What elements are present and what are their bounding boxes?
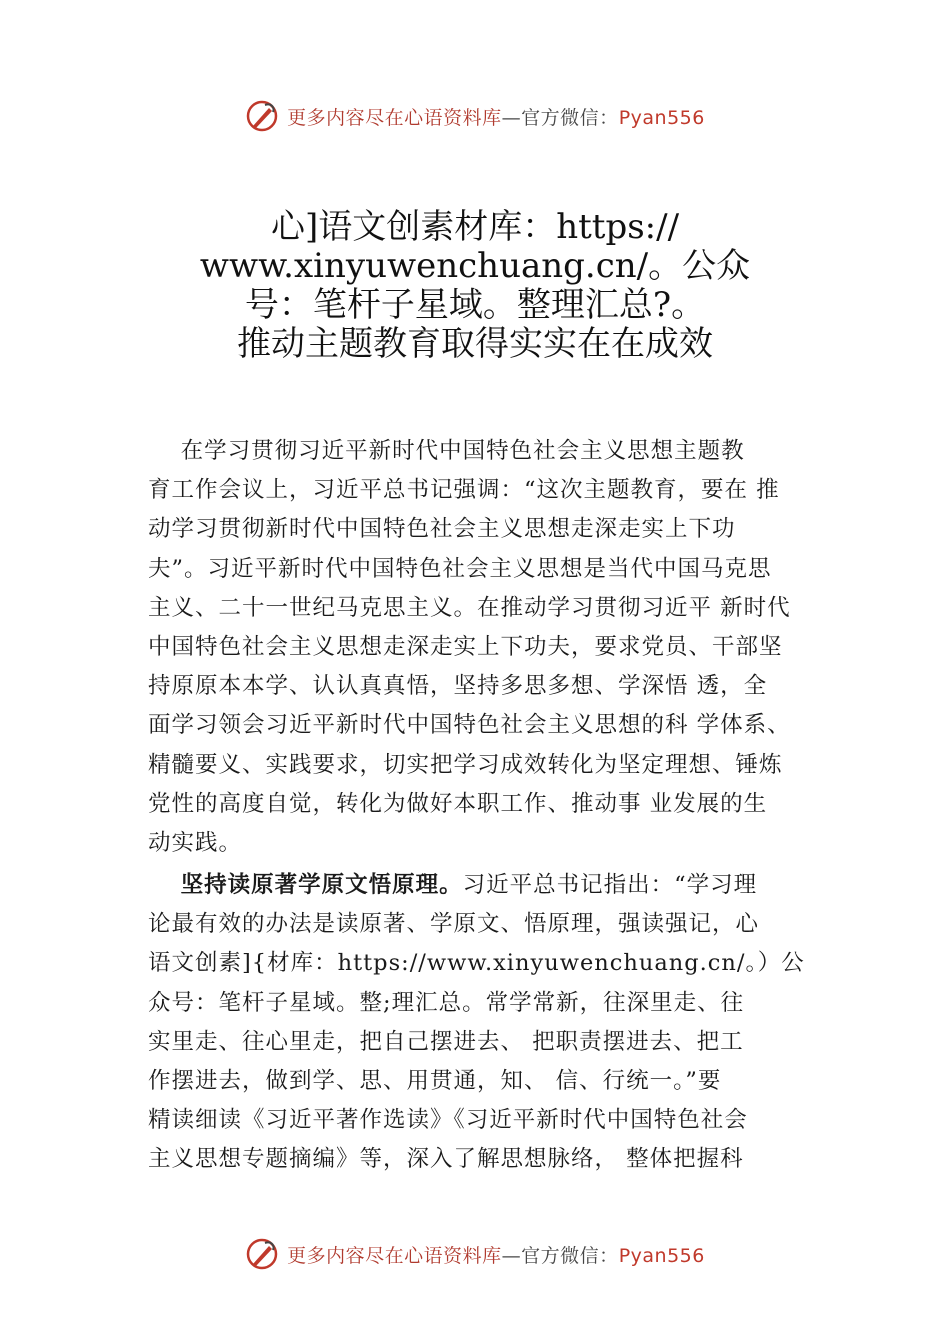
quill-logo-icon bbox=[245, 1237, 279, 1271]
text-line: 在学习贯彻习近平新时代中国特色社会主义思想主题教 bbox=[148, 438, 745, 464]
text-line: 动学习贯彻新时代中国特色社会主义思想走深走实上下功 bbox=[148, 516, 736, 543]
text-line: 持原原本本学、认认真真悟，坚持多思多想、学深悟 透，全 bbox=[148, 673, 768, 700]
text-line: 面学习领会习近平新时代中国特色社会主义思想的科 学体系、 bbox=[148, 712, 791, 739]
text-line: 中国特色社会主义思想走深走实上下功夫，要求党员、干部坚 bbox=[148, 634, 783, 661]
text-line: 育工作会议上，习近平总书记强调：“这次主题教育，要在 推 bbox=[148, 477, 780, 504]
title-line: www.xinyuwenchuang.cn/。公众 bbox=[199, 246, 751, 286]
text-line: 精读细读《习近平著作选读》《习近平新时代中国特色社会 bbox=[148, 1107, 748, 1134]
banner-text: 更多内容尽在心语资料库—官方微信：Pyan556 bbox=[287, 106, 705, 129]
header-banner bbox=[0, 96, 950, 136]
text-line: 动实践。 bbox=[148, 830, 243, 857]
title-line: 心]语文创素材库：https:// bbox=[270, 207, 680, 247]
text-line: 主义、二十一世纪马克思主义。在推动学习贯彻习近平 新时代 bbox=[148, 594, 791, 621]
text-line: 党性的高度自觉，转化为做好本职工作、推动事 业发展的生 bbox=[148, 790, 768, 817]
text-line: 精髓要义、实践要求，切实把学习成效转化为坚定理想、锤炼 bbox=[148, 751, 783, 778]
text-line: 实里走、往心里走，把自己摆进去、 把职责摆进去、把工 bbox=[148, 1028, 744, 1055]
text-line bbox=[148, 866, 838, 905]
text-line: 主义思想专题摘编》等，深入了解思想脉络， 整体把握科 bbox=[148, 1146, 744, 1173]
bold-lead: 坚持读原著学原文悟原理。 bbox=[180, 872, 463, 898]
document-title bbox=[150, 208, 800, 364]
quill-logo-icon bbox=[245, 99, 279, 133]
first-line-rest: 习近平总书记指出：“学习理 bbox=[462, 872, 758, 898]
footer-banner bbox=[0, 1234, 950, 1274]
text-line: 作摆进去，做到学、思、用贯通，知、 信、行统一。”要 bbox=[148, 1068, 722, 1095]
text-line: 论最有效的办法是读原著、学原文、悟原理，强读强记，心 bbox=[148, 911, 760, 938]
title-line: 号：笔杆子星域。整理汇总?。 bbox=[244, 285, 706, 325]
banner-text: 更多内容尽在心语资料库—官方微信：Pyan556 bbox=[287, 1244, 705, 1267]
paragraph-2 bbox=[148, 866, 838, 1180]
text-line: 众号：笔杆子星域。整;理汇总。常学常新，往深里走、往 bbox=[148, 989, 745, 1016]
paragraph-1 bbox=[148, 432, 838, 863]
title-line: 推动主题教育取得实实在在成效 bbox=[237, 324, 713, 364]
text-line: 夫”。习近平新时代中国特色社会主义思想是当代中国马克思 bbox=[148, 555, 772, 582]
text-line: 语文创素]{材库：https://www.xinyuwenchuang.cn/。）公 bbox=[148, 950, 805, 977]
